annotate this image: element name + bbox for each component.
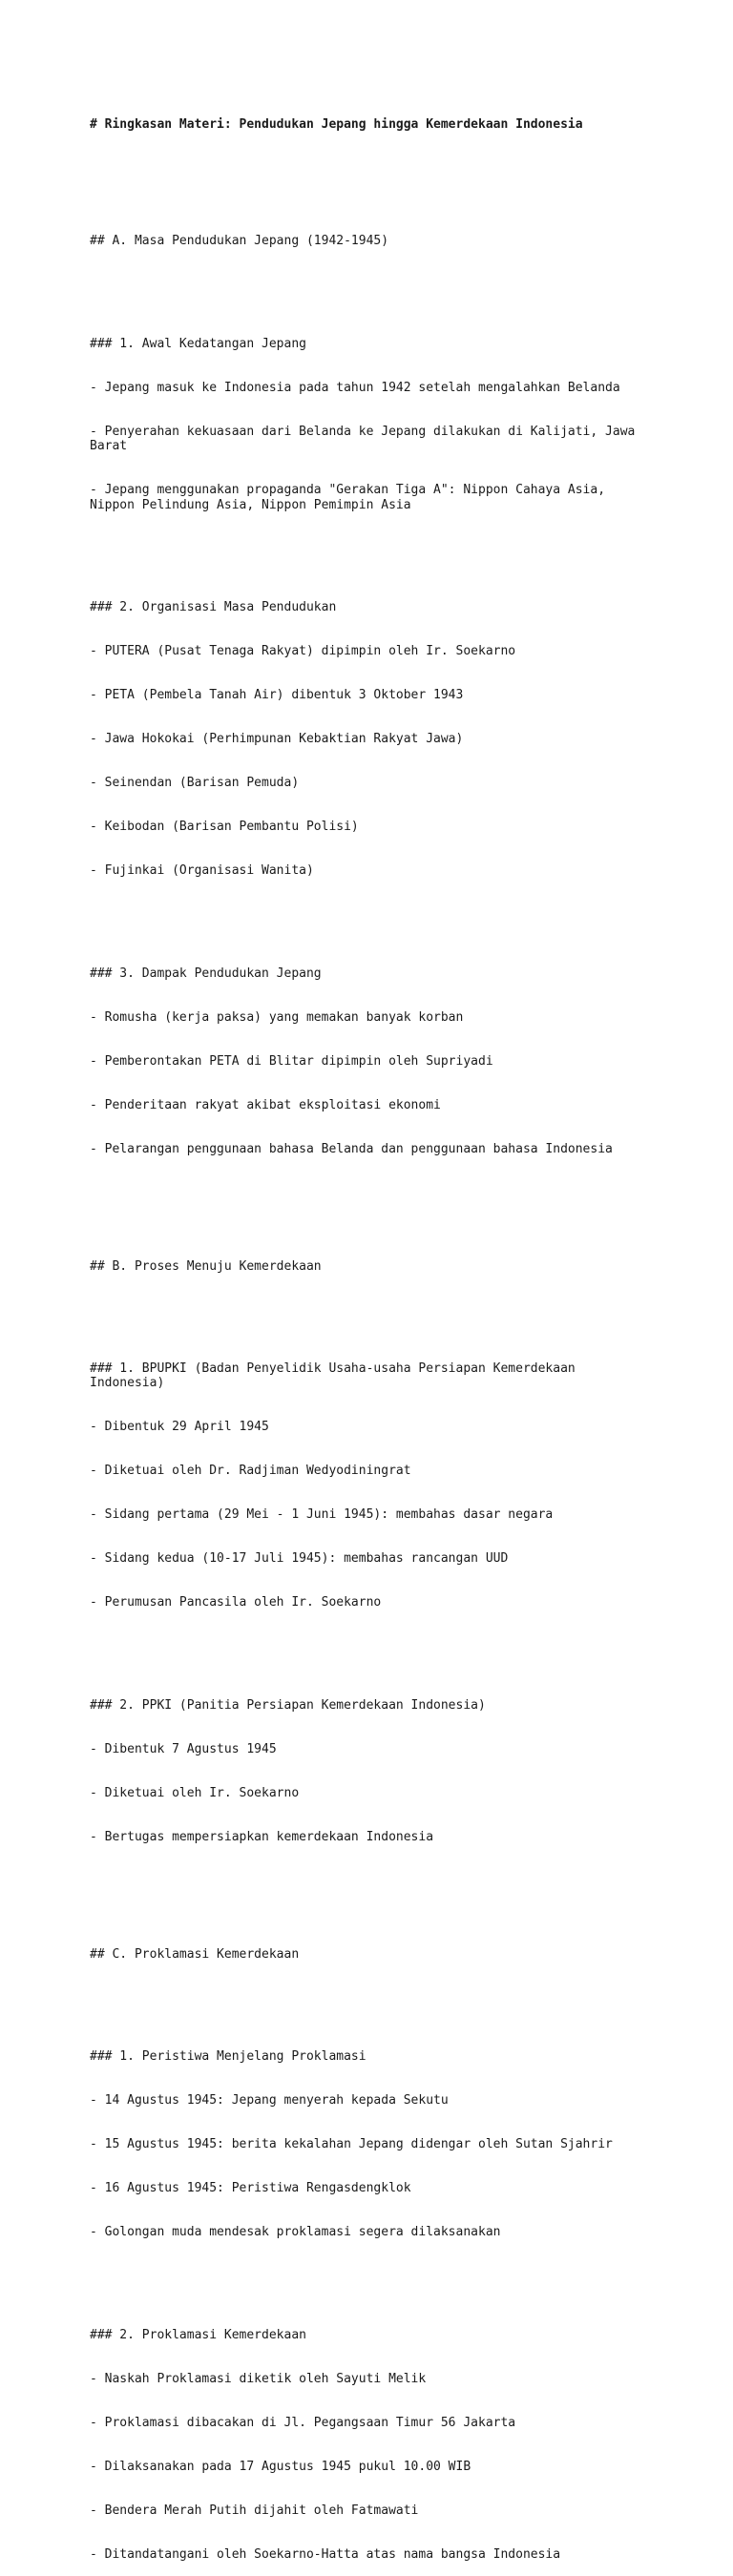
spacer: [90, 1303, 643, 1318]
list-item: - Seinendan (Barisan Pemuda): [90, 776, 300, 791]
list-item: - Fujinkai (Organisasi Wanita): [90, 863, 314, 879]
list-item: - Sidang kedua (10-17 Juli 1945): membahas rancangan UUD: [90, 1551, 509, 1567]
list-item: - Dibentuk 29 April 1945: [90, 1420, 269, 1435]
list-item: - Pemberontakan PETA di Blitar dipimpin oleh Supriyadi: [90, 1053, 493, 1069]
list-item: - Jawa Hokokai (Perhimpunan Kebaktian Rakyat Jawa): [90, 732, 464, 747]
spacer: [90, 1639, 643, 1653]
list-item: - Golongan muda mendesak proklamasi segera dilaksanakan: [90, 2225, 501, 2240]
list-item: - PUTERA (Pusat Tenaga Rakyat) dipimpin oleh Ir. Soekarno: [90, 644, 516, 659]
list-item: - Jepang masuk ke Indonesia pada tahun 1942 setelah mengalahkan Belanda: [90, 380, 620, 395]
document-body: [90, 88, 643, 2576]
list-item: - Dibentuk 7 Agustus 1945: [90, 1741, 277, 1756]
subsection-heading: ### 1. Awal Kedatangan Jepang: [90, 336, 306, 351]
document-title: # Ringkasan Materi: Pendudukan Jepang hingga Kemerdekaan Indonesia: [90, 116, 583, 132]
list-item: - Sidang pertama (29 Mei - 1 Juni 1945): membahas dasar negara: [90, 1507, 554, 1523]
spacer: [90, 278, 643, 292]
list-item: - Perumusan Pancasila oleh Ir. Soekarno: [90, 1595, 382, 1610]
section-heading-c: ## C. Proklamasi Kemerdekaan: [90, 1946, 300, 1962]
spacer: [90, 1874, 643, 1888]
list-item: - 15 Agustus 1945: berita kekalahan Jepang didengar oleh Sutan Sjahrir: [90, 2137, 613, 2152]
subsection-heading: ### 1. Peristiwa Menjelang Proklamasi: [90, 2049, 366, 2065]
spacer: [90, 907, 643, 922]
list-item: - Keibodan (Barisan Pembantu Polisi): [90, 820, 359, 835]
subsection-heading: ### 2. Organisasi Masa Pendudukan: [90, 600, 337, 615]
list-item: - PETA (Pembela Tanah Air) dibentuk 3 Oktober 1943: [90, 688, 464, 703]
list-item: - Proklamasi dibacakan di Jl. Pegangsaan Timur 56 Jakarta: [90, 2415, 516, 2430]
list-item: - Bendera Merah Putih dijahit oleh Fatmawati: [90, 2503, 419, 2518]
list-item: - Ditandatangani oleh Soekarno-Hatta atas nama bangsa Indonesia: [90, 2546, 561, 2562]
section-heading-b: ## B. Proses Menuju Kemerdekaan: [90, 1258, 322, 1274]
list-item: - Romusha (kerja paksa) yang memakan banyak korban: [90, 1009, 464, 1025]
list-item: - Diketuai oleh Dr. Radjiman Wedyodiningrat: [90, 1464, 411, 1479]
list-item: - Dilaksanakan pada 17 Agustus 1945 pukul 10.00 WIB: [90, 2459, 471, 2474]
spacer: [90, 161, 643, 176]
spacer: [90, 2269, 643, 2283]
subsection-heading: ### 1. BPUPKI (Badan Penyelidik Usaha-usaha Persiapan Kemerdekaan Indonesia): [90, 1361, 583, 1391]
spacer: [90, 542, 643, 556]
spacer: [90, 1186, 643, 1200]
list-item: - Naskah Proklamasi diketik oleh Sayuti Melik: [90, 2371, 427, 2386]
list-item: - Bertugas mempersiapkan kemerdekaan Indonesia: [90, 1829, 434, 1844]
section-heading-a: ## A. Masa Pendudukan Jepang (1942-1945): [90, 234, 389, 249]
list-item: - 16 Agustus 1945: Peristiwa Rengasdengklok: [90, 2181, 411, 2196]
subsection-heading: ### 2. PPKI (Panitia Persiapan Kemerdekaan Indonesia): [90, 1697, 486, 1713]
list-item: - Penderitaan rakyat akibat eksploitasi ekonomi: [90, 1097, 441, 1112]
subsection-heading: ### 2. Proklamasi Kemerdekaan: [90, 2327, 306, 2342]
list-item: - 14 Agustus 1945: Jepang menyerah kepada Sekutu: [90, 2093, 449, 2109]
list-item: - Jepang menggunakan propaganda "Gerakan Tiga A": Nippon Cahaya Asia, Nippon Pelindung Asia, Nippon Pemimpin Asia: [90, 483, 613, 512]
subsection-heading: ### 3. Dampak Pendudukan Jepang: [90, 966, 322, 981]
spacer: [90, 1991, 643, 2005]
list-item: - Diketuai oleh Ir. Soekarno: [90, 1785, 300, 1800]
list-item: - Penyerahan kekuasaan dari Belanda ke Jepang dilakukan di Kalijati, Jawa Barat: [90, 424, 643, 454]
list-item: - Pelarangan penggunaan bahasa Belanda dan penggunaan bahasa Indonesia: [90, 1141, 613, 1156]
